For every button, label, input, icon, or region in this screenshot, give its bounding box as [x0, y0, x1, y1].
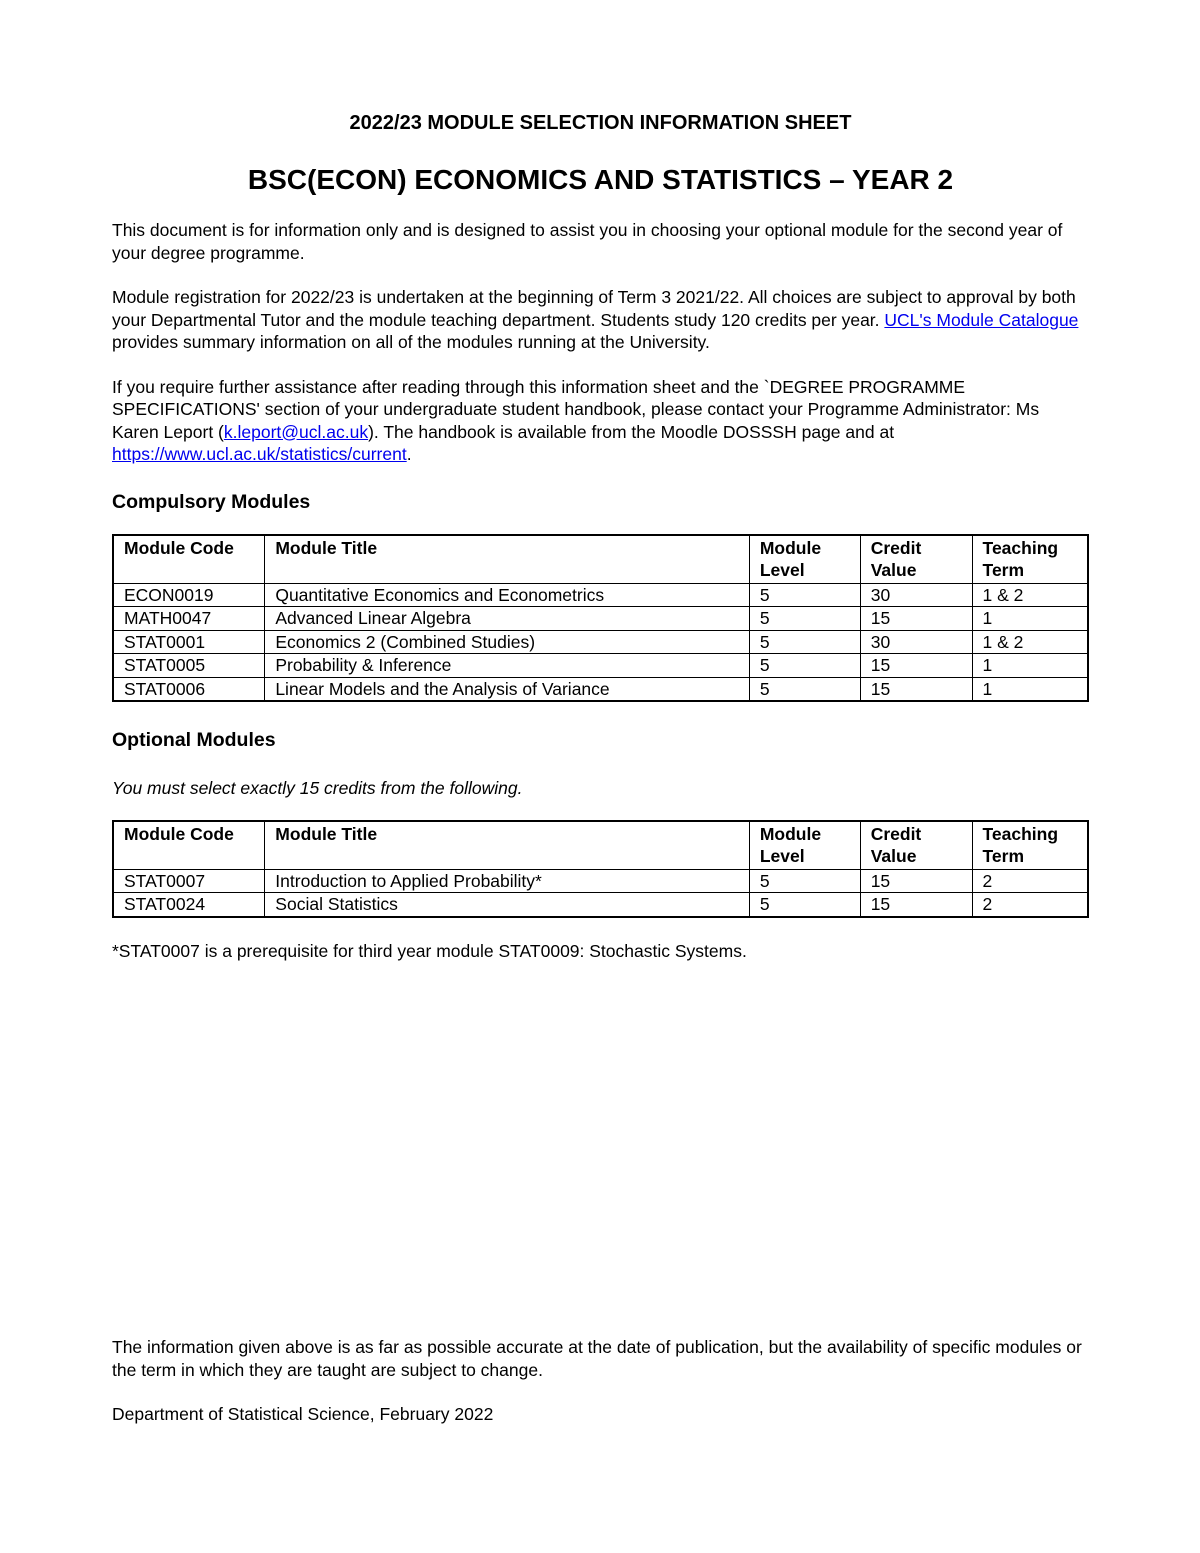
credit-value-cell: 30 — [860, 630, 972, 654]
registration-text-after: provides summary information on all of the modules running at the University. — [112, 332, 710, 352]
prerequisite-footnote: *STAT0007 is a prerequisite for third year module STAT0009: Stochastic Systems. — [112, 940, 747, 961]
table-row — [113, 583, 1088, 607]
document-body — [112, 110, 1089, 962]
header-teaching-term: Teaching Term — [972, 535, 1088, 584]
registration-paragraph — [112, 286, 1089, 354]
module-code-cell: STAT0006 — [113, 677, 265, 701]
module-title-cell: Quantitative Economics and Econometrics — [265, 583, 750, 607]
table-row — [113, 607, 1088, 631]
module-catalogue-link[interactable]: UCL's Module Catalogue — [884, 309, 1079, 330]
module-code-cell: STAT0007 — [113, 869, 265, 893]
teaching-term-cell: 1 & 2 — [972, 583, 1088, 607]
document-title: BSC(ECON) ECONOMICS AND STATISTICS – YEAR 2 — [247, 164, 954, 195]
module-code-cell: MATH0047 — [113, 607, 265, 631]
compulsory-modules-table — [112, 534, 1089, 703]
module-title-cell: Introduction to Applied Probability* — [265, 869, 750, 893]
header-credit-value: Credit Value — [860, 821, 972, 870]
table-row — [113, 654, 1088, 678]
credit-value-cell: 30 — [860, 583, 972, 607]
module-code-cell: ECON0019 — [113, 583, 265, 607]
credit-value-cell: 15 — [860, 869, 972, 893]
table-row — [113, 630, 1088, 654]
teaching-term-cell: 1 & 2 — [972, 630, 1088, 654]
header-module-title: Module Title — [265, 821, 750, 870]
table-row — [113, 869, 1088, 893]
module-level-cell: 5 — [749, 583, 860, 607]
optional-modules-table — [112, 820, 1089, 918]
module-title-cell: Probability & Inference — [265, 654, 750, 678]
module-level-cell: 5 — [749, 893, 860, 917]
registration-text-before: Module registration for 2022/23 is undertaken at the beginning of Term 3 2021/22. All choices are subject to approval by both your Departmental Tutor and the module teaching department. Students study 120 credits per year. — [112, 287, 1076, 330]
compulsory-modules-heading: Compulsory Modules — [112, 490, 311, 513]
assistance-text-after: . — [406, 444, 412, 464]
module-title-cell: Linear Models and the Analysis of Variance — [265, 677, 750, 701]
disclaimer-text: The information given above is as far as possible accurate at the date of publication, but the availability of specific modules or the term in which they are taught are subject to change. — [112, 1337, 1082, 1380]
table-header-row — [113, 821, 1088, 870]
module-title-cell: Advanced Linear Algebra — [265, 607, 750, 631]
credit-value-cell: 15 — [860, 607, 972, 631]
module-title-cell: Social Statistics — [265, 893, 750, 917]
intro-paragraph: This document is for information only and is designed to assist you in choosing your optional module for the second year of your degree programme. — [112, 220, 1063, 263]
teaching-term-cell: 1 — [972, 654, 1088, 678]
header-module-level: Module Level — [749, 535, 860, 584]
optional-modules-heading: Optional Modules — [112, 729, 276, 751]
teaching-term-cell: 1 — [972, 677, 1088, 701]
credit-value-cell: 15 — [860, 893, 972, 917]
email-link[interactable]: k.leport@ucl.ac.uk — [223, 421, 369, 442]
header-teaching-term: Teaching Term — [972, 821, 1088, 870]
module-level-cell: 5 — [749, 607, 860, 631]
statistics-current-link[interactable]: https://www.ucl.ac.uk/statistics/current — [112, 444, 407, 464]
assistance-text-before: If you require further assistance after reading through this information sheet and the `DEGREE PROGRAMME SPECIFICATIONS' section of your undergraduate student handbook, please contact your Programme Administrator: Ms Karen Leport ( — [112, 376, 1040, 442]
teaching-term-cell: 2 — [972, 893, 1088, 917]
header-module-level: Module Level — [749, 821, 860, 870]
assistance-text-middle: ). The handbook is available from the Moodle DOSSSH page and at — [368, 421, 895, 442]
module-level-cell: 5 — [749, 654, 860, 678]
module-level-cell: 5 — [749, 677, 860, 701]
module-code-cell: STAT0001 — [113, 630, 265, 654]
module-level-cell: 5 — [749, 869, 860, 893]
header-module-code: Module Code — [113, 821, 265, 870]
module-level-cell: 5 — [749, 630, 860, 654]
module-title-cell: Economics 2 (Combined Studies) — [265, 630, 750, 654]
teaching-term-cell: 2 — [972, 869, 1088, 893]
header-module-title: Module Title — [265, 535, 750, 584]
department-date: Department of Statistical Science, February 2022 — [112, 1404, 494, 1424]
module-code-cell: STAT0024 — [113, 893, 265, 917]
header-module-code: Module Code — [113, 535, 265, 584]
optional-instruction: You must select exactly 15 credits from the following. — [112, 778, 523, 798]
document-footer — [112, 1336, 1089, 1426]
table-header-row — [113, 535, 1088, 584]
module-code-cell: STAT0005 — [113, 654, 265, 678]
header-credit-value: Credit Value — [860, 535, 972, 584]
assistance-paragraph — [112, 376, 1089, 466]
credit-value-cell: 15 — [860, 677, 972, 701]
table-row — [113, 893, 1088, 917]
credit-value-cell: 15 — [860, 654, 972, 678]
teaching-term-cell: 1 — [972, 607, 1088, 631]
document-subtitle: 2022/23 MODULE SELECTION INFORMATION SHEET — [349, 112, 852, 134]
table-row — [113, 677, 1088, 701]
